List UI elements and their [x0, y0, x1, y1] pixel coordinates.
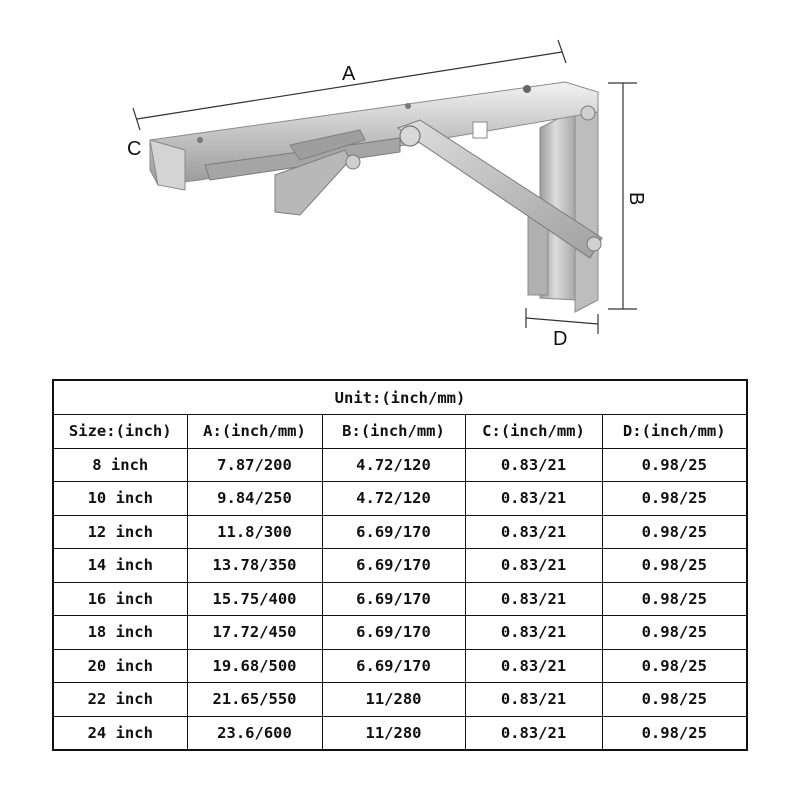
table-cell: 16 inch — [53, 582, 187, 616]
table-cell: 19.68/500 — [187, 649, 322, 683]
table-cell: 0.98/25 — [602, 649, 747, 683]
table-row — [53, 515, 747, 549]
table-cell: 0.83/21 — [465, 716, 602, 750]
table-cell: 0.83/21 — [465, 549, 602, 583]
table-row — [53, 683, 747, 717]
table-cell: 8 inch — [53, 448, 187, 482]
size-spec-table — [52, 379, 748, 751]
column-header: D:(inch/mm) — [602, 415, 747, 449]
table-cell: 14 inch — [53, 549, 187, 583]
table-cell: 10 inch — [53, 482, 187, 516]
table-cell: 11.8/300 — [187, 515, 322, 549]
table-cell: 18 inch — [53, 616, 187, 650]
table-cell: 0.98/25 — [602, 482, 747, 516]
table-cell: 0.83/21 — [465, 582, 602, 616]
table-cell: 7.87/200 — [187, 448, 322, 482]
table-cell: 22 inch — [53, 683, 187, 717]
table-cell: 17.72/450 — [187, 616, 322, 650]
dimension-c-label: C — [127, 138, 142, 160]
table-row — [53, 582, 747, 616]
table-cell: 24 inch — [53, 716, 187, 750]
column-header: Size:(inch) — [53, 415, 187, 449]
dimension-a-label: A — [342, 63, 356, 85]
column-header: A:(inch/mm) — [187, 415, 322, 449]
table-cell: 0.98/25 — [602, 683, 747, 717]
dimension-b-label: B — [625, 192, 647, 206]
table-cell: 0.83/21 — [465, 448, 602, 482]
table-cell: 9.84/250 — [187, 482, 322, 516]
table-cell: 4.72/120 — [322, 482, 465, 516]
table-cell: 0.83/21 — [465, 515, 602, 549]
table-cell: 0.98/25 — [602, 515, 747, 549]
table-cell: 21.65/550 — [187, 683, 322, 717]
table-cell: 23.6/600 — [187, 716, 322, 750]
table-cell: 0.83/21 — [465, 649, 602, 683]
table-header-row — [53, 415, 747, 449]
table-row — [53, 716, 747, 750]
table-cell: 0.83/21 — [465, 616, 602, 650]
table-cell: 6.69/170 — [322, 515, 465, 549]
table-cell: 0.98/25 — [602, 616, 747, 650]
table-row — [53, 616, 747, 650]
table-cell: 6.69/170 — [322, 549, 465, 583]
table-cell: 4.72/120 — [322, 448, 465, 482]
table-row — [53, 448, 747, 482]
table-cell: 0.98/25 — [602, 448, 747, 482]
dimension-d-label: D — [553, 328, 568, 350]
table-title-row — [53, 380, 747, 415]
table-cell: 13.78/350 — [187, 549, 322, 583]
bracket-horizontal-arm — [150, 82, 598, 190]
table-row — [53, 482, 747, 516]
table-cell: 11/280 — [322, 716, 465, 750]
table-cell: 6.69/170 — [322, 582, 465, 616]
table-cell: 6.69/170 — [322, 616, 465, 650]
table-cell: 0.83/21 — [465, 683, 602, 717]
table-cell: 12 inch — [53, 515, 187, 549]
table-row — [53, 649, 747, 683]
table-title: Unit:(inch/mm) — [53, 380, 747, 415]
table-row — [53, 549, 747, 583]
table-cell: 11/280 — [322, 683, 465, 717]
table-cell: 6.69/170 — [322, 649, 465, 683]
column-header: B:(inch/mm) — [322, 415, 465, 449]
column-header: C:(inch/mm) — [465, 415, 602, 449]
bracket-diagram — [0, 0, 800, 360]
table-cell: 0.98/25 — [602, 716, 747, 750]
table-cell: 15.75/400 — [187, 582, 322, 616]
table-cell: 0.98/25 — [602, 582, 747, 616]
table-cell: 0.98/25 — [602, 549, 747, 583]
table-cell: 0.83/21 — [465, 482, 602, 516]
table-cell: 20 inch — [53, 649, 187, 683]
